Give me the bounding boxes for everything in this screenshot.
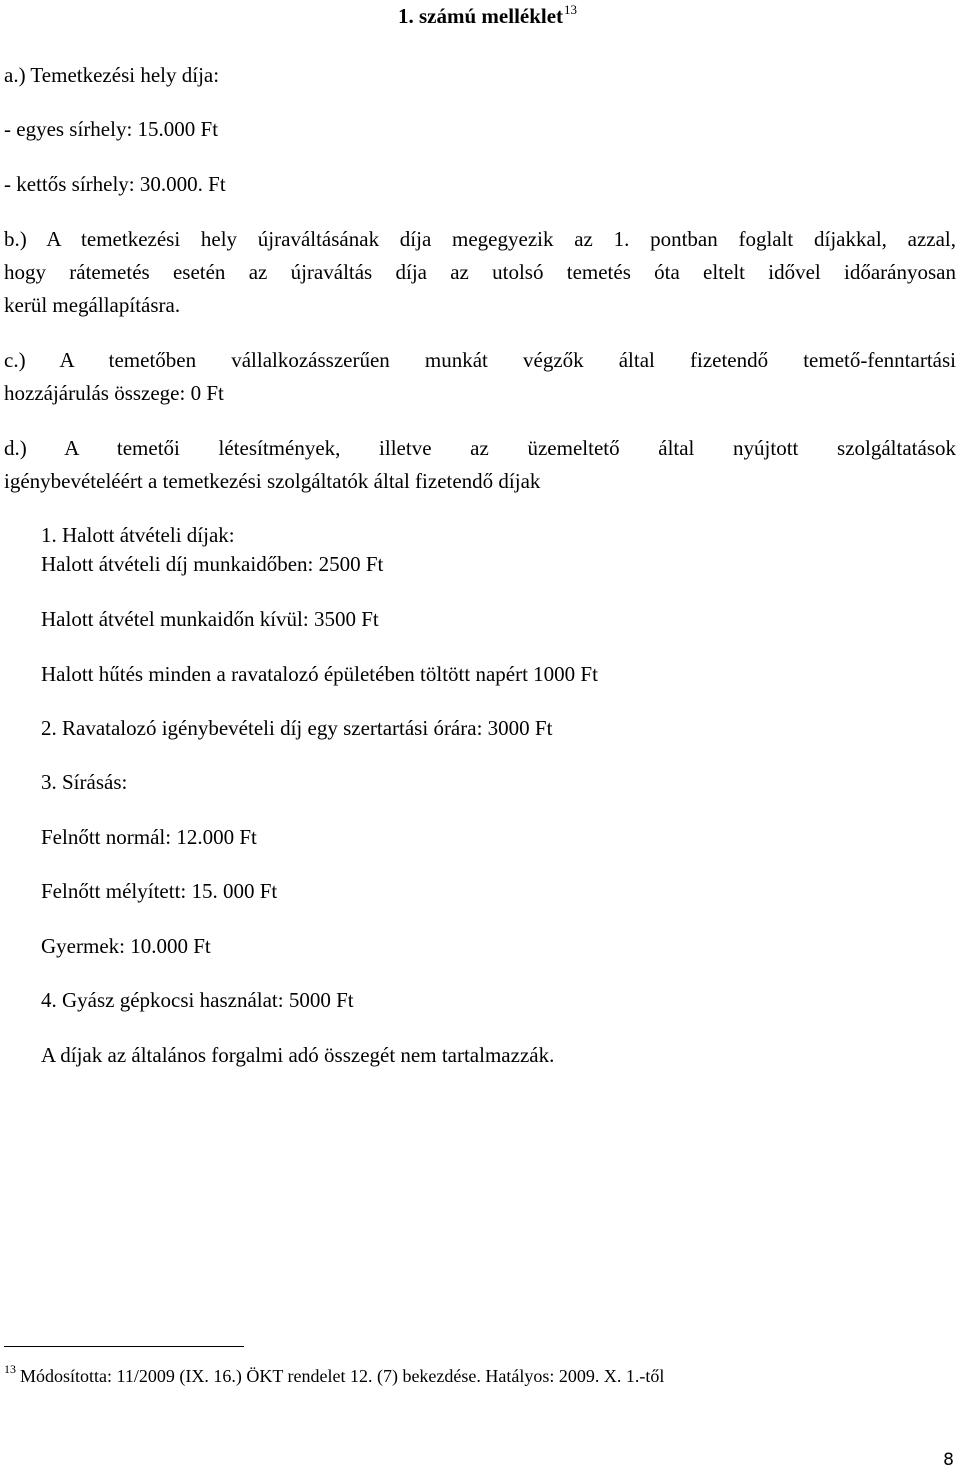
section-d-line-1: d.) A temetői létesítmények, illetve az üzemeltető által nyújtott szolgáltatások <box>4 436 956 460</box>
annex-title <box>398 4 577 29</box>
double-plot-fee: - kettős sírhely: 30.000. Ft <box>4 172 226 196</box>
item-1-after-hours: Halott átvétel munkaidőn kívül: 3500 Ft <box>41 607 379 631</box>
item-4-hearse: 4. Gyász gépkocsi használat: 5000 Ft <box>41 988 354 1012</box>
item-1-working-hours: Halott átvételi díj munkaidőben: 2500 Ft <box>41 552 384 576</box>
annex-title-text: 1. számú melléklet <box>398 4 564 28</box>
item-3-heading: 3. Sírásás: <box>41 770 128 794</box>
section-a-heading: a.) Temetkezési hely díja: <box>4 63 220 87</box>
item-1-heading: 1. Halott átvételi díjak: <box>41 523 235 547</box>
footnote-text: Módosította: 11/2009 (IX. 16.) ÖKT rendelet 12. (7) bekezdése. Hatályos: 2009. X. 1.-től <box>20 1366 665 1386</box>
item-3-child: Gyermek: 10.000 Ft <box>41 934 211 958</box>
vat-note: A díjak az általános forgalmi adó összegét nem tartalmazzák. <box>41 1043 555 1067</box>
item-3-adult-deep: Felnőtt mélyített: 15. 000 Ft <box>41 879 278 903</box>
footnote-divider <box>4 1346 244 1347</box>
section-b-line-1: b.) A temetkezési hely újraváltásának díja megegyezik az 1. pontban foglalt díjakkal, azzal, <box>4 227 956 251</box>
page-number: 8 <box>943 1450 954 1470</box>
section-b-line-3: kerül megállapításra. <box>4 293 181 317</box>
item-2-mortuary: 2. Ravatalozó igénybevételi díj egy szertartási órára: 3000 Ft <box>41 716 553 740</box>
footnote-ref: 13 <box>564 2 578 17</box>
section-d-line-2: igénybevételéért a temetkezési szolgáltatók által fizetendő díjak <box>4 469 541 493</box>
footnote <box>4 1362 665 1387</box>
section-c-line-1: c.) A temetőben vállalkozásszerűen munkát végzők által fizetendő temető-fenntartási <box>4 348 956 372</box>
section-b-line-2: hogy rátemetés esetén az újraváltás díja az utolsó temetés óta eltelt idővel időarányosan <box>4 260 956 284</box>
footnote-number: 13 <box>4 1362 16 1376</box>
section-c-line-2: hozzájárulás összege: 0 Ft <box>4 381 224 405</box>
item-1-cooling: Halott hűtés minden a ravatalozó épületében töltött napért 1000 Ft <box>41 662 598 686</box>
item-3-adult-normal: Felnőtt normál: 12.000 Ft <box>41 825 257 849</box>
single-plot-fee: - egyes sírhely: 15.000 Ft <box>4 117 219 141</box>
